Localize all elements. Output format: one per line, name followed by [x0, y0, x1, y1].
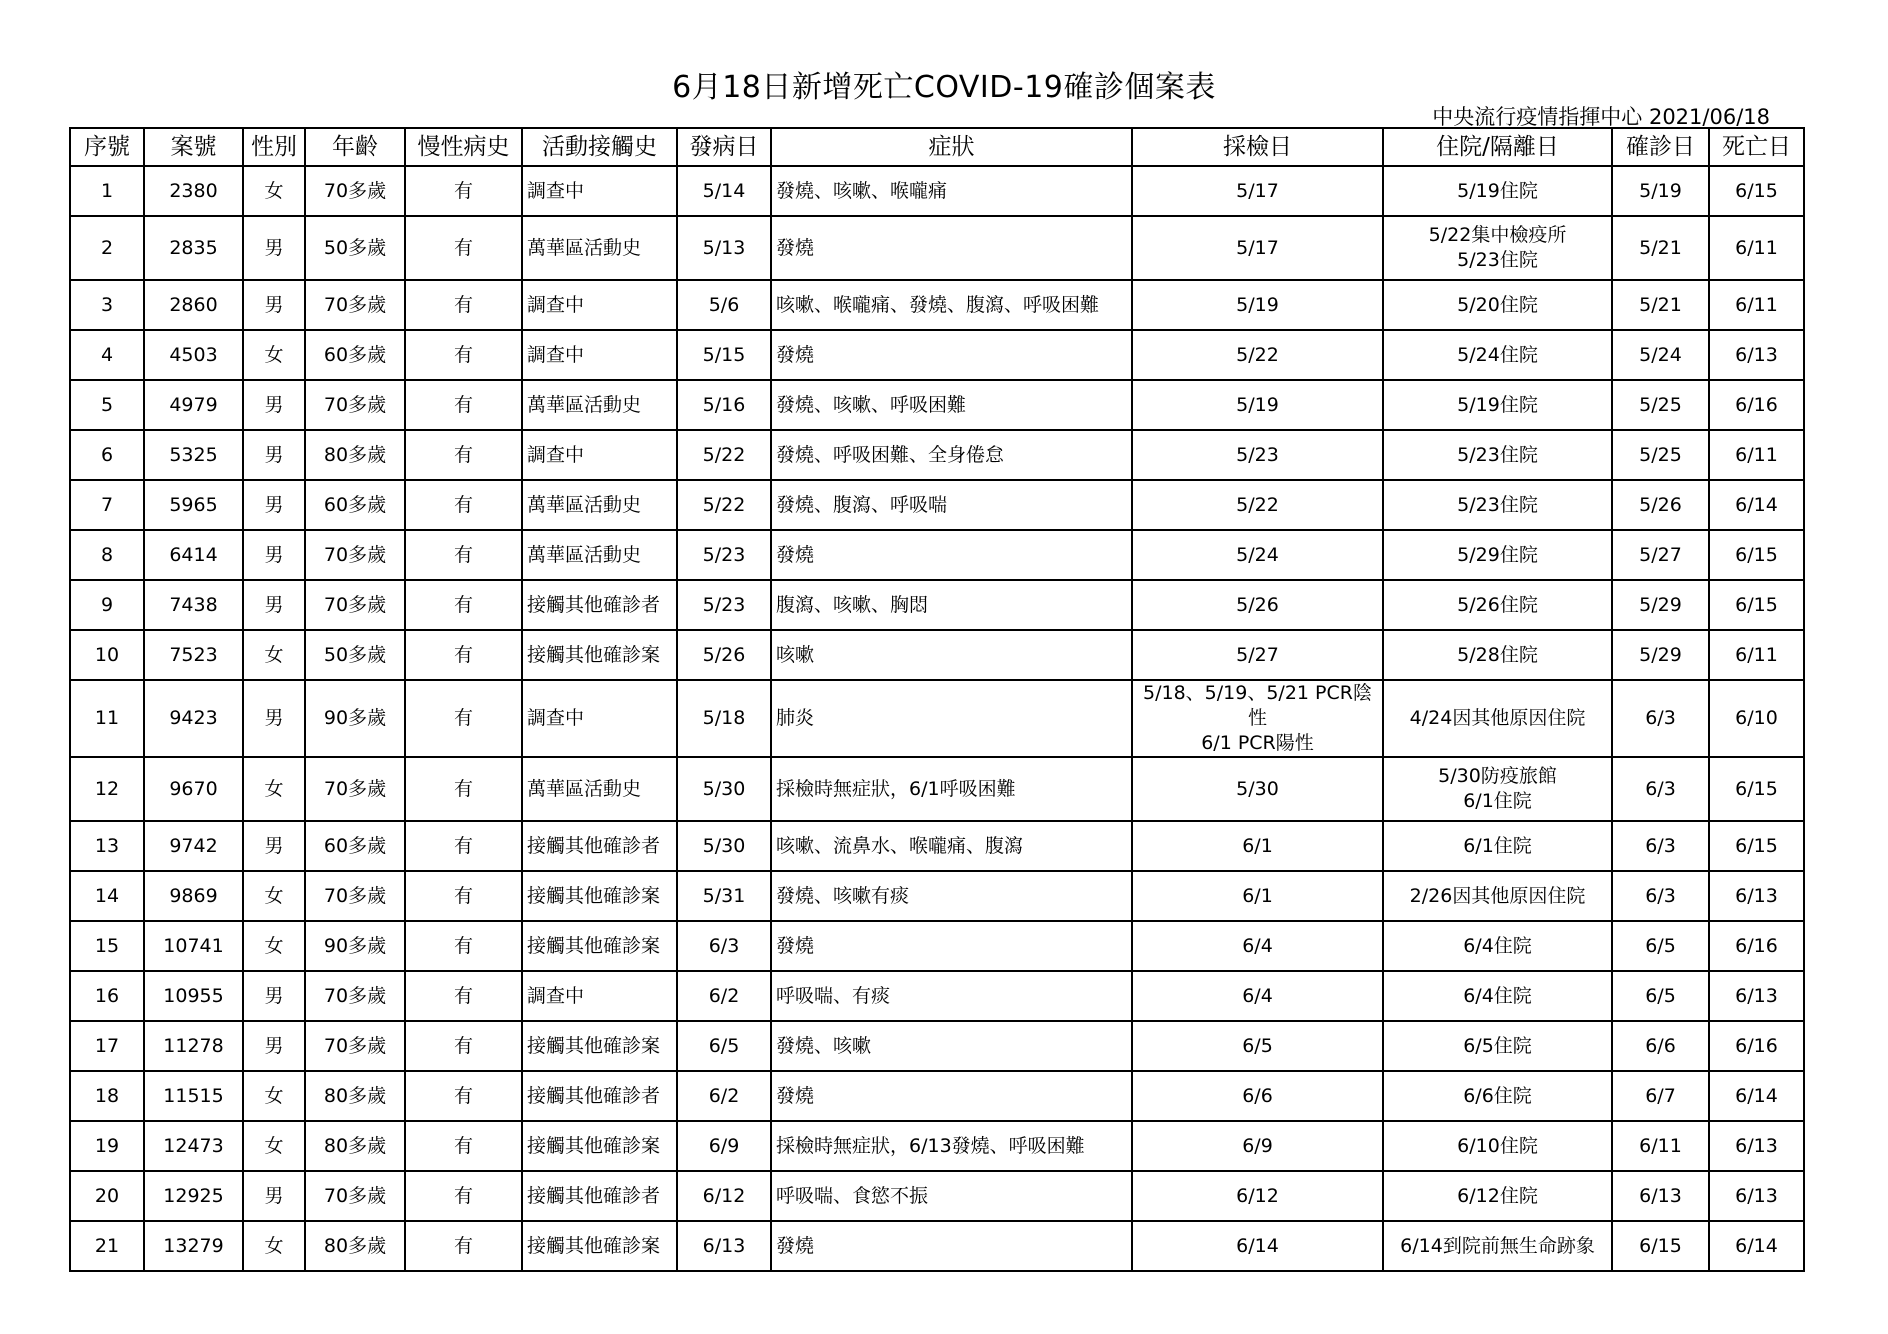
table-row	[70, 630, 1804, 680]
table-row	[70, 430, 1804, 480]
cell-sampling: 6/6	[1132, 1071, 1383, 1121]
cell-death: 6/16	[1709, 1021, 1804, 1071]
cell-sex: 女	[243, 1221, 305, 1271]
cell-confirmed: 6/5	[1612, 921, 1709, 971]
cell-symptoms: 發燒、咳嗽	[771, 1021, 1132, 1071]
cell-chronic: 有	[405, 330, 522, 380]
cell-contact: 接觸其他確診案	[522, 921, 677, 971]
cell-onset: 6/12	[677, 1171, 771, 1221]
cell-no: 10	[70, 630, 144, 680]
cell-chronic: 有	[405, 871, 522, 921]
cell-no: 7	[70, 480, 144, 530]
cell-confirmed: 6/7	[1612, 1071, 1709, 1121]
table-row	[70, 1021, 1804, 1071]
page-title: 6月18日新增死亡COVID-19確診個案表	[672, 70, 1216, 105]
cell-sex: 男	[243, 380, 305, 430]
cell-symptoms: 發燒	[771, 530, 1132, 580]
cell-death: 6/15	[1709, 821, 1804, 871]
cell-hospital: 6/6住院	[1383, 1071, 1612, 1121]
cell-death: 6/14	[1709, 1071, 1804, 1121]
cell-confirmed: 5/21	[1612, 216, 1709, 280]
cell-no: 16	[70, 971, 144, 1021]
cell-sampling: 6/5	[1132, 1021, 1383, 1071]
cell-case: 9670	[144, 757, 243, 821]
cell-contact: 接觸其他確診案	[522, 871, 677, 921]
cell-death: 6/16	[1709, 380, 1804, 430]
cell-symptoms: 發燒、咳嗽有痰	[771, 871, 1132, 921]
cell-age: 70多歲	[305, 871, 405, 921]
cell-death: 6/15	[1709, 580, 1804, 630]
cell-death: 6/14	[1709, 480, 1804, 530]
cell-age: 70多歲	[305, 1171, 405, 1221]
cell-confirmed: 6/3	[1612, 680, 1709, 757]
cell-confirmed: 6/11	[1612, 1121, 1709, 1171]
table-row	[70, 480, 1804, 530]
header-cell: 發病日	[677, 128, 771, 166]
cell-case: 10955	[144, 971, 243, 1021]
header-cell: 年齡	[305, 128, 405, 166]
cell-death: 6/11	[1709, 216, 1804, 280]
cell-confirmed: 6/15	[1612, 1221, 1709, 1271]
cell-contact: 調查中	[522, 680, 677, 757]
header-cell: 症狀	[771, 128, 1132, 166]
cell-case: 7523	[144, 630, 243, 680]
table-row	[70, 680, 1804, 757]
cell-no: 14	[70, 871, 144, 921]
cell-sampling: 5/19	[1132, 280, 1383, 330]
cell-confirmed: 6/6	[1612, 1021, 1709, 1071]
cell-confirmed: 5/26	[1612, 480, 1709, 530]
cell-no: 8	[70, 530, 144, 580]
cell-sampling: 5/18、5/19、5/21 PCR陰性 6/1 PCR陽性	[1132, 680, 1383, 757]
cell-onset: 5/23	[677, 530, 771, 580]
cell-no: 13	[70, 821, 144, 871]
cell-sex: 男	[243, 1171, 305, 1221]
cell-hospital: 5/23住院	[1383, 430, 1612, 480]
cell-death: 6/10	[1709, 680, 1804, 757]
cell-chronic: 有	[405, 530, 522, 580]
cell-age: 70多歲	[305, 757, 405, 821]
cell-contact: 調查中	[522, 430, 677, 480]
cell-chronic: 有	[405, 821, 522, 871]
cell-contact: 接觸其他確診者	[522, 1171, 677, 1221]
cell-age: 70多歲	[305, 280, 405, 330]
cell-onset: 5/14	[677, 166, 771, 216]
cell-age: 50多歲	[305, 216, 405, 280]
cell-sampling: 5/24	[1132, 530, 1383, 580]
cell-sampling: 5/23	[1132, 430, 1383, 480]
cell-age: 80多歲	[305, 1221, 405, 1271]
cell-contact: 接觸其他確診案	[522, 1021, 677, 1071]
table-row	[70, 1171, 1804, 1221]
cell-case: 9869	[144, 871, 243, 921]
cell-age: 70多歲	[305, 580, 405, 630]
cell-onset: 6/2	[677, 1071, 771, 1121]
source-date: 中央流行疫情指揮中心 2021/06/18	[1432, 105, 1770, 129]
header-cell: 慢性病史	[405, 128, 522, 166]
cell-contact: 調查中	[522, 280, 677, 330]
table-row	[70, 871, 1804, 921]
cell-hospital: 6/14到院前無生命跡象	[1383, 1221, 1612, 1271]
cell-contact: 萬華區活動史	[522, 757, 677, 821]
cell-symptoms: 呼吸喘、有痰	[771, 971, 1132, 1021]
cell-chronic: 有	[405, 166, 522, 216]
cell-age: 70多歲	[305, 166, 405, 216]
cell-no: 18	[70, 1071, 144, 1121]
cell-sampling: 5/22	[1132, 330, 1383, 380]
table-row	[70, 1071, 1804, 1121]
cell-sampling: 6/1	[1132, 821, 1383, 871]
cell-symptoms: 發燒	[771, 330, 1132, 380]
cell-chronic: 有	[405, 380, 522, 430]
cell-age: 70多歲	[305, 1021, 405, 1071]
cell-onset: 5/26	[677, 630, 771, 680]
cell-symptoms: 發燒、呼吸困難、全身倦怠	[771, 430, 1132, 480]
cell-symptoms: 呼吸喘、食慾不振	[771, 1171, 1132, 1221]
cell-no: 6	[70, 430, 144, 480]
cell-sex: 女	[243, 630, 305, 680]
cell-onset: 6/13	[677, 1221, 771, 1271]
cell-death: 6/14	[1709, 1221, 1804, 1271]
cell-sex: 男	[243, 480, 305, 530]
cell-case: 12473	[144, 1121, 243, 1171]
cell-symptoms: 採檢時無症狀，6/1呼吸困難	[771, 757, 1132, 821]
cell-hospital: 5/30防疫旅館 6/1住院	[1383, 757, 1612, 821]
cell-death: 6/13	[1709, 1121, 1804, 1171]
cell-confirmed: 6/3	[1612, 757, 1709, 821]
cell-no: 9	[70, 580, 144, 630]
cell-confirmed: 6/5	[1612, 971, 1709, 1021]
cell-case: 7438	[144, 580, 243, 630]
cell-sampling: 5/17	[1132, 216, 1383, 280]
cell-hospital: 6/4住院	[1383, 971, 1612, 1021]
table-row	[70, 580, 1804, 630]
cell-chronic: 有	[405, 1021, 522, 1071]
cell-sampling: 6/12	[1132, 1171, 1383, 1221]
header-cell: 性別	[243, 128, 305, 166]
cell-chronic: 有	[405, 1171, 522, 1221]
cell-symptoms: 發燒、咳嗽、喉嚨痛	[771, 166, 1132, 216]
cell-sampling: 5/26	[1132, 580, 1383, 630]
cell-confirmed: 5/25	[1612, 380, 1709, 430]
cell-symptoms: 咳嗽	[771, 630, 1132, 680]
cell-chronic: 有	[405, 1121, 522, 1171]
cell-contact: 接觸其他確診案	[522, 1221, 677, 1271]
cell-contact: 萬華區活動史	[522, 380, 677, 430]
cell-sex: 女	[243, 166, 305, 216]
cell-contact: 調查中	[522, 166, 677, 216]
cell-onset: 5/6	[677, 280, 771, 330]
cell-chronic: 有	[405, 1071, 522, 1121]
cell-sex: 男	[243, 580, 305, 630]
cell-no: 5	[70, 380, 144, 430]
cell-onset: 5/30	[677, 757, 771, 821]
cell-confirmed: 6/3	[1612, 871, 1709, 921]
cell-no: 17	[70, 1021, 144, 1071]
cell-contact: 接觸其他確診者	[522, 1071, 677, 1121]
cell-onset: 6/2	[677, 971, 771, 1021]
cell-contact: 接觸其他確診案	[522, 630, 677, 680]
cell-no: 2	[70, 216, 144, 280]
cell-hospital: 2/26因其他原因住院	[1383, 871, 1612, 921]
table-row	[70, 757, 1804, 821]
table-row	[70, 1221, 1804, 1271]
cell-onset: 5/22	[677, 480, 771, 530]
cell-onset: 5/15	[677, 330, 771, 380]
cell-chronic: 有	[405, 971, 522, 1021]
cell-case: 13279	[144, 1221, 243, 1271]
cell-no: 21	[70, 1221, 144, 1271]
cell-sampling: 5/22	[1132, 480, 1383, 530]
cell-age: 80多歲	[305, 1071, 405, 1121]
cases-table	[69, 127, 1805, 1272]
cell-symptoms: 肺炎	[771, 680, 1132, 757]
cell-death: 6/16	[1709, 921, 1804, 971]
header-row	[70, 128, 1804, 166]
cell-sampling: 5/30	[1132, 757, 1383, 821]
cell-age: 70多歲	[305, 971, 405, 1021]
cell-sex: 男	[243, 216, 305, 280]
cell-contact: 接觸其他確診者	[522, 580, 677, 630]
cell-onset: 5/23	[677, 580, 771, 630]
cell-contact: 接觸其他確診者	[522, 821, 677, 871]
cell-death: 6/13	[1709, 971, 1804, 1021]
cell-sex: 男	[243, 280, 305, 330]
cell-confirmed: 6/13	[1612, 1171, 1709, 1221]
cell-case: 5965	[144, 480, 243, 530]
table-row	[70, 166, 1804, 216]
cell-sex: 男	[243, 971, 305, 1021]
cell-no: 12	[70, 757, 144, 821]
table-row	[70, 971, 1804, 1021]
cell-case: 2380	[144, 166, 243, 216]
cell-chronic: 有	[405, 430, 522, 480]
cell-symptoms: 發燒	[771, 1221, 1132, 1271]
cell-hospital: 6/4住院	[1383, 921, 1612, 971]
cell-onset: 5/13	[677, 216, 771, 280]
cell-age: 90多歲	[305, 921, 405, 971]
cell-sampling: 6/14	[1132, 1221, 1383, 1271]
cell-contact: 萬華區活動史	[522, 216, 677, 280]
cell-confirmed: 5/27	[1612, 530, 1709, 580]
cell-symptoms: 咳嗽、喉嚨痛、發燒、腹瀉、呼吸困難	[771, 280, 1132, 330]
cell-symptoms: 採檢時無症狀，6/13發燒、呼吸困難	[771, 1121, 1132, 1171]
cell-sex: 女	[243, 871, 305, 921]
cell-symptoms: 咳嗽、流鼻水、喉嚨痛、腹瀉	[771, 821, 1132, 871]
cell-confirmed: 5/24	[1612, 330, 1709, 380]
table-body	[70, 166, 1804, 1271]
cell-death: 6/13	[1709, 871, 1804, 921]
table-row	[70, 280, 1804, 330]
cell-hospital: 6/1住院	[1383, 821, 1612, 871]
cell-onset: 5/22	[677, 430, 771, 480]
table-row	[70, 330, 1804, 380]
cell-chronic: 有	[405, 757, 522, 821]
table-row	[70, 530, 1804, 580]
cell-death: 6/15	[1709, 757, 1804, 821]
header-cell: 確診日	[1612, 128, 1709, 166]
cell-case: 2835	[144, 216, 243, 280]
cell-death: 6/15	[1709, 166, 1804, 216]
cell-chronic: 有	[405, 1221, 522, 1271]
table-row	[70, 921, 1804, 971]
cell-sampling: 6/1	[1132, 871, 1383, 921]
cell-chronic: 有	[405, 280, 522, 330]
cell-sex: 女	[243, 757, 305, 821]
cell-hospital: 5/28住院	[1383, 630, 1612, 680]
cell-sex: 男	[243, 821, 305, 871]
header-cell: 活動接觸史	[522, 128, 677, 166]
cell-confirmed: 5/21	[1612, 280, 1709, 330]
cell-confirmed: 5/29	[1612, 630, 1709, 680]
cell-symptoms: 發燒	[771, 1071, 1132, 1121]
cell-hospital: 4/24因其他原因住院	[1383, 680, 1612, 757]
header-cell: 案號	[144, 128, 243, 166]
cell-death: 6/11	[1709, 280, 1804, 330]
cell-chronic: 有	[405, 216, 522, 280]
cell-contact: 調查中	[522, 330, 677, 380]
cell-contact: 調查中	[522, 971, 677, 1021]
cell-no: 1	[70, 166, 144, 216]
cell-no: 3	[70, 280, 144, 330]
cell-sex: 女	[243, 1121, 305, 1171]
cell-sampling: 5/17	[1132, 166, 1383, 216]
cell-contact: 萬華區活動史	[522, 480, 677, 530]
cell-symptoms: 腹瀉、咳嗽、胸悶	[771, 580, 1132, 630]
cell-onset: 6/5	[677, 1021, 771, 1071]
cell-case: 9742	[144, 821, 243, 871]
cell-case: 5325	[144, 430, 243, 480]
cell-age: 60多歲	[305, 480, 405, 530]
cell-case: 11278	[144, 1021, 243, 1071]
cell-death: 6/11	[1709, 630, 1804, 680]
cell-age: 70多歲	[305, 530, 405, 580]
cell-onset: 5/30	[677, 821, 771, 871]
cell-no: 19	[70, 1121, 144, 1171]
cell-age: 60多歲	[305, 330, 405, 380]
cell-sampling: 5/19	[1132, 380, 1383, 430]
cell-sampling: 6/9	[1132, 1121, 1383, 1171]
table-row	[70, 821, 1804, 871]
cell-onset: 6/9	[677, 1121, 771, 1171]
cell-hospital: 6/10住院	[1383, 1121, 1612, 1171]
cell-age: 70多歲	[305, 380, 405, 430]
cell-age: 80多歲	[305, 430, 405, 480]
table-row	[70, 216, 1804, 280]
cell-case: 4503	[144, 330, 243, 380]
cell-sex: 男	[243, 430, 305, 480]
cell-no: 20	[70, 1171, 144, 1221]
cell-death: 6/11	[1709, 430, 1804, 480]
cell-age: 50多歲	[305, 630, 405, 680]
header-cell: 採檢日	[1132, 128, 1383, 166]
cell-chronic: 有	[405, 630, 522, 680]
cell-case: 10741	[144, 921, 243, 971]
cell-age: 80多歲	[305, 1121, 405, 1171]
cell-confirmed: 5/25	[1612, 430, 1709, 480]
cell-symptoms: 發燒	[771, 921, 1132, 971]
cell-confirmed: 6/3	[1612, 821, 1709, 871]
cell-symptoms: 發燒	[771, 216, 1132, 280]
cell-chronic: 有	[405, 680, 522, 757]
cell-death: 6/13	[1709, 330, 1804, 380]
cell-hospital: 6/12住院	[1383, 1171, 1612, 1221]
header-cell: 序號	[70, 128, 144, 166]
cell-age: 90多歲	[305, 680, 405, 757]
cell-contact: 萬華區活動史	[522, 530, 677, 580]
cell-hospital: 5/22集中檢疫所 5/23住院	[1383, 216, 1612, 280]
cell-hospital: 5/26住院	[1383, 580, 1612, 630]
cell-chronic: 有	[405, 580, 522, 630]
cell-onset: 5/16	[677, 380, 771, 430]
cell-sampling: 6/4	[1132, 921, 1383, 971]
cell-case: 9423	[144, 680, 243, 757]
cell-onset: 5/31	[677, 871, 771, 921]
cell-hospital: 5/29住院	[1383, 530, 1612, 580]
cell-sex: 男	[243, 530, 305, 580]
cell-chronic: 有	[405, 921, 522, 971]
table-row	[70, 380, 1804, 430]
cell-hospital: 5/19住院	[1383, 166, 1612, 216]
cell-death: 6/15	[1709, 530, 1804, 580]
cell-case: 2860	[144, 280, 243, 330]
cell-sampling: 5/27	[1132, 630, 1383, 680]
cell-confirmed: 5/19	[1612, 166, 1709, 216]
cell-case: 6414	[144, 530, 243, 580]
cell-case: 4979	[144, 380, 243, 430]
cell-sex: 男	[243, 1021, 305, 1071]
cell-hospital: 5/19住院	[1383, 380, 1612, 430]
cell-hospital: 5/20住院	[1383, 280, 1612, 330]
cell-hospital: 5/24住院	[1383, 330, 1612, 380]
cell-no: 4	[70, 330, 144, 380]
cell-confirmed: 5/29	[1612, 580, 1709, 630]
cell-age: 60多歲	[305, 821, 405, 871]
cell-onset: 5/18	[677, 680, 771, 757]
cell-sex: 男	[243, 680, 305, 757]
cell-symptoms: 發燒、咳嗽、呼吸困難	[771, 380, 1132, 430]
cell-hospital: 5/23住院	[1383, 480, 1612, 530]
cell-sex: 女	[243, 1071, 305, 1121]
cell-onset: 6/3	[677, 921, 771, 971]
table-row	[70, 1121, 1804, 1171]
cell-symptoms: 發燒、腹瀉、呼吸喘	[771, 480, 1132, 530]
cell-no: 15	[70, 921, 144, 971]
header-cell: 死亡日	[1709, 128, 1804, 166]
cell-sampling: 6/4	[1132, 971, 1383, 1021]
cell-sex: 女	[243, 921, 305, 971]
cell-chronic: 有	[405, 480, 522, 530]
cell-case: 12925	[144, 1171, 243, 1221]
cell-no: 11	[70, 680, 144, 757]
cell-death: 6/13	[1709, 1171, 1804, 1221]
cell-contact: 接觸其他確診案	[522, 1121, 677, 1171]
cell-sex: 女	[243, 330, 305, 380]
header-cell: 住院/隔離日	[1383, 128, 1612, 166]
cell-hospital: 6/5住院	[1383, 1021, 1612, 1071]
cell-case: 11515	[144, 1071, 243, 1121]
